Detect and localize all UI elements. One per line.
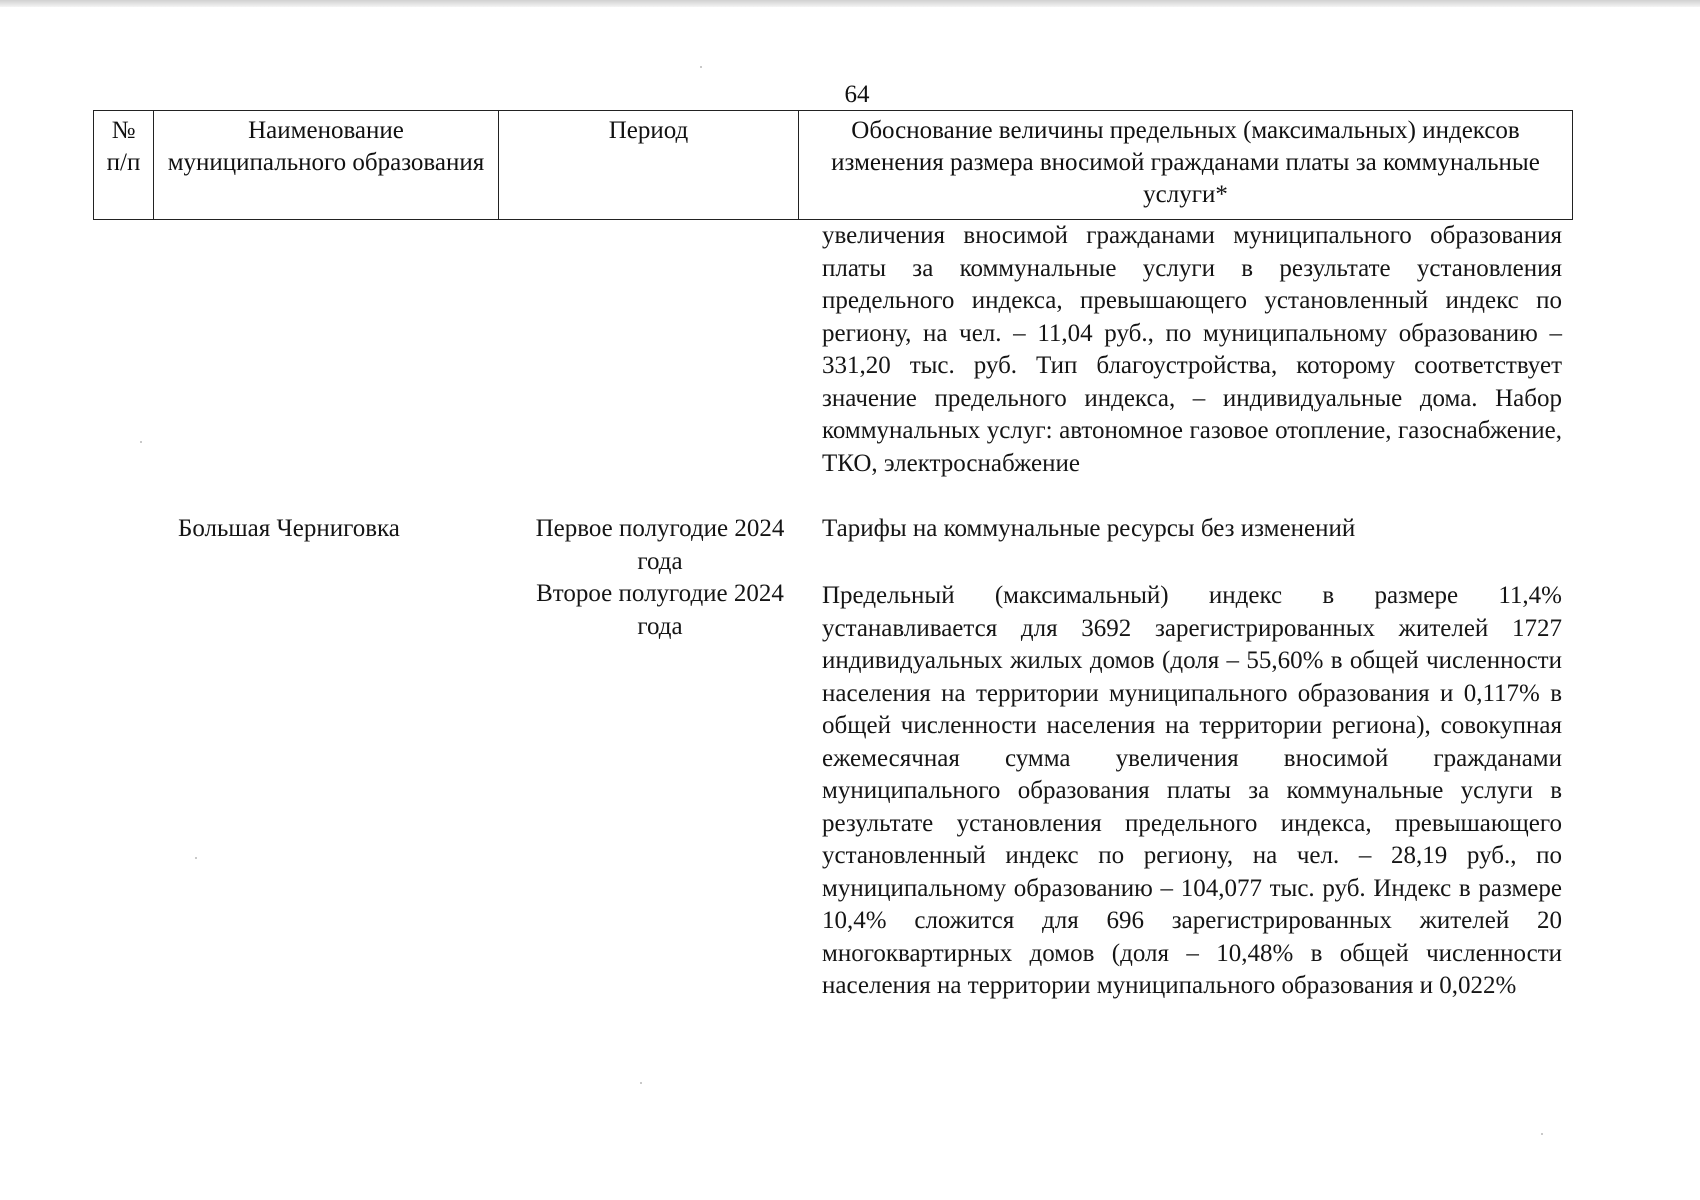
scan-top-edge xyxy=(0,0,1700,7)
header-row xyxy=(94,111,1573,220)
period-second-half: Второе полугодие 2024 года xyxy=(536,580,784,640)
header-cell-municipality: Наименование муниципального образования xyxy=(154,111,499,220)
scan-speck xyxy=(140,441,142,443)
justification-second-half: Предельный (максимальный) индекс в размере 11,4% устанавливается для 3692 зарегистрированных жителей 1727 индивидуальных жилых домов (доля – 55,60% в общей численности населения на территории муниципального образования и 0,117% в общей численности населения на территории региона), совокупная ежемесячная сумма увеличения вносимой гражданами муниципального образования платы за коммунальные услуги в результате установления предельного индекса, превышающего установленный индекс по региону, на чел. – 28,19 руб., по муниципальному образованию – 104,077 тыс. руб. Индекс в размере 10,4% сложится для 696 зарегистрированных жителей 20 многоквартирных домов (доля – 10,48% в общей численности населения на территории муниципального образования и 0,022% xyxy=(822,582,1562,999)
scan-speck xyxy=(1541,1133,1543,1135)
scan-speck xyxy=(195,857,197,859)
scan-speck xyxy=(700,66,702,68)
header-cell-period: Период xyxy=(499,111,799,220)
municipality-name: Большая Черниговка xyxy=(178,515,400,542)
justification-first-half: Тарифы на коммунальные ресурсы без изменений xyxy=(822,515,1356,542)
header-cell-justification: Обоснование величины предельных (максимальных) индексов изменения размера вносимой гражданами платы за коммунальные услуги* xyxy=(799,111,1573,220)
header-cell-number: № п/п xyxy=(94,111,154,220)
period-first-half: Первое полугодие 2024 года xyxy=(535,515,785,575)
justification-continuation: увеличения вносимой гражданами муниципального образования платы за коммунальные услуги в результате установления предельного индекса, превышающего установленный индекс по региону, на чел. – 11,04 руб., по муниципальному образованию – 331,20 тыс. руб. Тип благоустройства, которому соответствует значение предельного индекса, – индивидуальные дома. Набор коммунальных услуг: автономное газовое отопление, газоснабжение, ТКО, электроснабжение xyxy=(822,222,1562,477)
table-header xyxy=(93,110,1573,220)
scan-speck xyxy=(640,1082,642,1084)
page-number: 64 xyxy=(844,81,870,108)
